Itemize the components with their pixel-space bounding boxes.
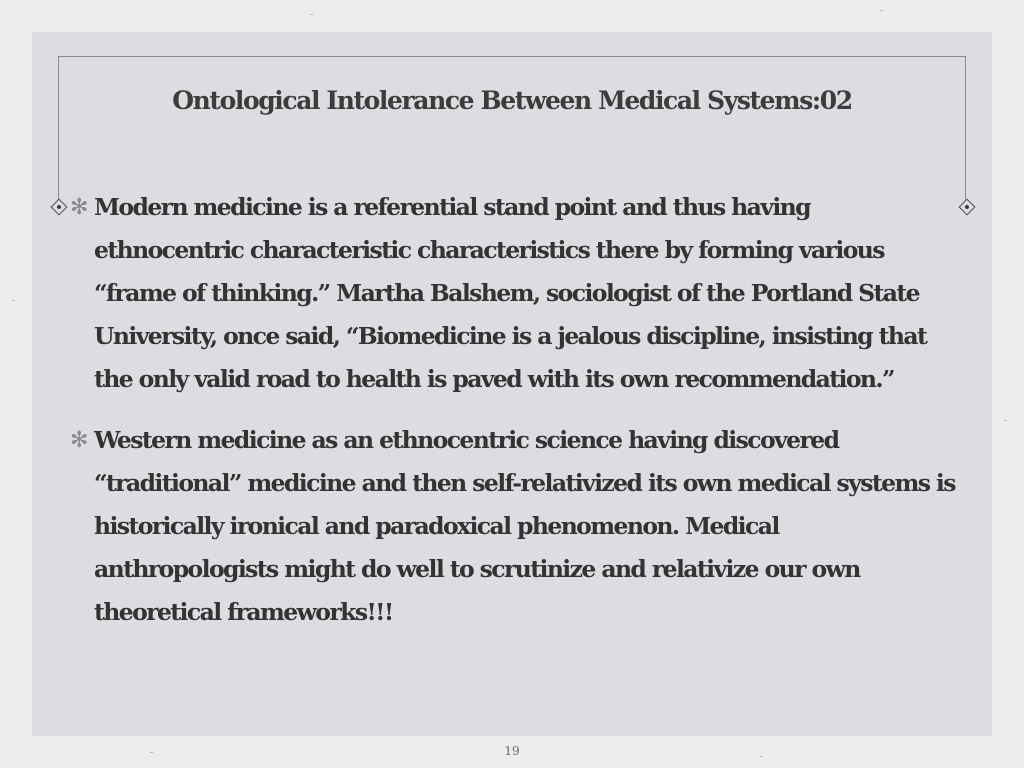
slide-title: Ontological Intolerance Between Medical Systems:02: [172, 86, 852, 115]
page-number: 19: [504, 744, 520, 758]
bullet-item: [68, 186, 958, 401]
bullet-list: [68, 186, 958, 652]
asterisk-bullet-icon: ✻: [70, 195, 89, 220]
bullet-text: Western medicine as an ethnocentric science having discovered “traditional” medicine and then self-relativized its own medical systems is historically ironical and paradoxical phenomenon. Medical anthropologists might do well to scrutinize and relativize our own theoretical frameworks!!!: [94, 426, 955, 626]
background-speck: [880, 10, 883, 11]
background-speck: [1004, 420, 1007, 421]
asterisk-bullet-icon: ✻: [70, 428, 89, 453]
title-frame: [58, 56, 966, 206]
background-speck: [12, 300, 15, 301]
bullet-text: Modern medicine is a referential stand point and thus having ethnocentric characteristic characteristics there by forming various “frame of thinking.” Martha Balshem, sociologist of the Portland State University, once said, “Biomedicine is a jealous discipline, insisting that the only valid road to health is paved with its own recommendation.”: [94, 193, 927, 393]
background-speck: [310, 14, 313, 15]
bullet-item: [68, 419, 958, 634]
